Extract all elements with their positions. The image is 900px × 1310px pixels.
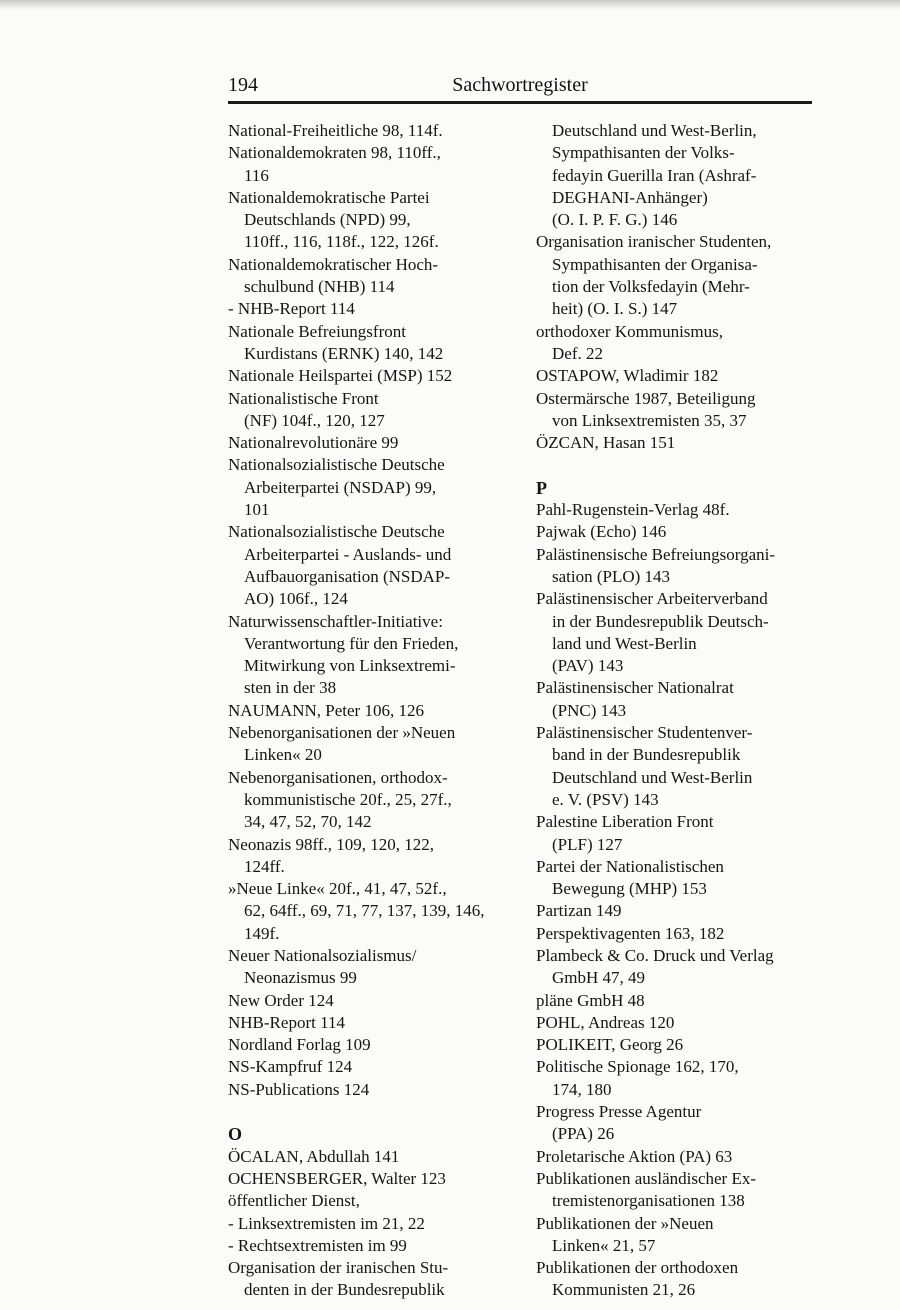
index-entry: Nationalsozialistische Deutsche: [228, 455, 445, 475]
index-entry: ÖCALAN, Abdullah 141: [228, 1146, 400, 1166]
index-entry: Neuer Nationalsozialismus/: [228, 945, 417, 965]
index-column-left: [228, 120, 516, 1302]
index-entry: OCHENSBERGER, Walter 123: [228, 1168, 446, 1188]
index-entry: Nationaldemokratischer Hoch-: [228, 254, 439, 274]
index-entry-continuation: Arbeiterpartei (NSDAP) 99,: [244, 477, 437, 497]
index-entry-continuation: 124ff.: [244, 856, 285, 876]
index-entry-continuation: Kurdistans (ERNK) 140, 142: [244, 343, 444, 363]
index-entry: Pajwak (Echo) 146: [536, 522, 667, 542]
index-entry-continuation: denten in der Bundesrepublik: [244, 1280, 445, 1300]
index-entry: orthodoxer Kommunismus,: [536, 321, 723, 341]
index-entry-continuation: 101: [244, 500, 270, 520]
index-entry-continuation: DEGHANI-Anhänger): [552, 187, 708, 207]
index-entry: Publikationen der »Neuen: [536, 1213, 714, 1233]
index-entry: NS-Kampfruf 124: [228, 1057, 353, 1077]
index-entry-continuation: Mitwirkung von Linksextremi-: [244, 656, 456, 676]
index-entry: Palästinensischer Arbeiterverband: [536, 589, 768, 609]
index-entry: Nebenorganisationen der »Neuen: [228, 723, 456, 743]
index-entry-continuation: (PPA) 26: [552, 1124, 615, 1144]
page-number: 194: [228, 74, 258, 96]
index-entry-continuation: 62, 64ff., 69, 71, 77, 137, 139, 146,: [244, 901, 485, 921]
index-entry-continuation: 116: [244, 165, 269, 185]
index-entry-continuation: fedayin Guerilla Iran (Ashraf-: [552, 165, 757, 185]
index-entry-continuation: 110ff., 116, 118f., 122, 126f.: [244, 232, 439, 252]
index-entry-continuation: Aufbauorganisation (NSDAP-: [244, 566, 451, 586]
index-entry: Naturwissenschaftler-Initiative:: [228, 611, 443, 631]
index-entry-continuation: e. V. (PSV) 143: [552, 789, 659, 809]
index-entry: Politische Spionage 162, 170,: [536, 1057, 739, 1077]
index-entry: Ostermärsche 1987, Beteiligung: [536, 388, 756, 408]
index-entry: NS-Publications 124: [228, 1079, 370, 1099]
index-entry: pläne GmbH 48: [536, 990, 645, 1010]
index-entry-continuation: Arbeiterpartei - Auslands- und: [244, 544, 452, 564]
index-entry-continuation: Deutschland und West-Berlin: [552, 767, 753, 787]
index-entry-continuation: sten in der 38: [244, 678, 337, 698]
index-entry-continuation: GmbH 47, 49: [552, 968, 646, 988]
index-entry-continuation: (PNC) 143: [552, 700, 627, 720]
index-entry: NHB-Report 114: [228, 1012, 345, 1032]
index-entry: Palästinensischer Nationalrat: [536, 678, 734, 698]
index-entry-continuation: 34, 47, 52, 70, 142: [244, 812, 372, 832]
index-entry: Nationalistische Front: [228, 388, 379, 408]
index-entry-continuation: Linken« 20: [244, 745, 322, 765]
index-entry-continuation: 149f.: [244, 923, 280, 943]
index-entry: Nationalrevolutionäre 99: [228, 433, 399, 453]
index-entry-continuation: Linken« 21, 57: [552, 1235, 656, 1255]
index-entry-continuation: (O. I. P. F. G.) 146: [552, 210, 678, 230]
index-entry: Nationale Heilspartei (MSP) 152: [228, 366, 453, 386]
index-entry: »Neue Linke« 20f., 41, 47, 52f.,: [228, 879, 447, 899]
index-entry-continuation: tremistenorganisationen 138: [552, 1191, 745, 1211]
index-entry-continuation: tion der Volksfedayin (Mehr-: [552, 277, 750, 297]
index-entry-continuation: Neonazismus 99: [244, 968, 357, 988]
index-entry: NAUMANN, Peter 106, 126: [228, 700, 424, 720]
index-entry: Neonazis 98ff., 109, 120, 122,: [228, 834, 435, 854]
index-entry-continuation: in der Bundesrepublik Deutsch-: [552, 611, 769, 631]
index-entry-continuation: Deutschlands (NPD) 99,: [244, 210, 411, 230]
index-entry: Palästinensischer Studentenver-: [536, 723, 753, 743]
index-entry: Perspektivagenten 163, 182: [536, 923, 725, 943]
section-letter: O: [228, 1124, 243, 1145]
index-entry: Publikationen ausländischer Ex-: [536, 1168, 757, 1188]
index-entry-continuation: Bewegung (MHP) 153: [552, 879, 707, 899]
index-entry-continuation: (PAV) 143: [552, 656, 624, 676]
section-letter: P: [536, 477, 547, 498]
index-entry-continuation: Def. 22: [552, 343, 603, 363]
index-entry: Organisation iranischer Studenten,: [536, 232, 772, 252]
index-entry: National-Freiheitliche 98, 114f.: [228, 121, 443, 140]
index-entry: - Rechtsextremisten im 99: [228, 1235, 407, 1255]
index-entry: OSTAPOW, Wladimir 182: [536, 366, 719, 386]
index-entry-continuation: heit) (O. I. S.) 147: [552, 299, 678, 319]
header-rule: [228, 101, 812, 104]
index-entry: POHL, Andreas 120: [536, 1012, 675, 1032]
index-entry-continuation: schulbund (NHB) 114: [244, 277, 395, 297]
index-entry-continuation: (PLF) 127: [552, 834, 623, 854]
index-entry-continuation: 174, 180: [552, 1079, 612, 1099]
index-entry-continuation: sation (PLO) 143: [552, 566, 671, 586]
index-entry: ÖZCAN, Hasan 151: [536, 433, 676, 453]
index-entry: Plambeck & Co. Druck und Verlag: [536, 945, 774, 965]
index-entry-continuation: Sympathisanten der Organisa-: [552, 254, 758, 274]
index-entry-continuation: (NF) 104f., 120, 127: [244, 410, 385, 430]
index-entry-continuation: band in der Bundesrepublik: [552, 745, 741, 765]
index-entry: Nationalsozialistische Deutsche: [228, 522, 445, 542]
index-entry: Nationaldemokratische Partei: [228, 187, 430, 207]
index-entry-continuation: Kommunisten 21, 26: [552, 1280, 696, 1300]
index-entry: Palästinensische Befreiungsorgani-: [536, 544, 776, 564]
running-title: Sachwortregister: [452, 74, 588, 96]
index-entry: Organisation der iranischen Stu-: [228, 1258, 449, 1278]
index-entry: Proletarische Aktion (PA) 63: [536, 1146, 733, 1166]
page-header: [228, 74, 812, 102]
section-gap: [228, 1101, 516, 1123]
index-entry-continuation: land und West-Berlin: [552, 633, 697, 653]
index-entry: Nebenorganisationen, orthodox-: [228, 767, 448, 787]
index-entry-continuation: von Linksextremisten 35, 37: [552, 410, 747, 430]
index-entry: Partei der Nationalistischen: [536, 856, 724, 876]
index-entry-continuation: Sympathisanten der Volks-: [552, 143, 735, 163]
index-entry: Nationale Befreiungsfront: [228, 321, 406, 341]
index-entry: - NHB-Report 114: [228, 299, 355, 319]
index-entry: Nordland Forlag 109: [228, 1035, 371, 1055]
index-entry: öffentlicher Dienst,: [228, 1191, 360, 1211]
index-entry: Nationaldemokraten 98, 110ff.,: [228, 143, 441, 163]
index-entry: Publikationen der orthodoxen: [536, 1258, 739, 1278]
index-entry: - Linksextremisten im 21, 22: [228, 1213, 425, 1233]
index-entry: Pahl-Rugenstein-Verlag 48f.: [536, 500, 730, 520]
scan-edge-shadow: [0, 0, 900, 10]
section-gap: [536, 454, 814, 476]
index-entry-continuation: Verantwortung für den Frieden,: [244, 633, 459, 653]
index-entry: Progress Presse Agentur: [536, 1102, 702, 1122]
index-entry: Palestine Liberation Front: [536, 812, 714, 832]
index-entry-continuation: AO) 106f., 124: [244, 589, 348, 609]
index-entry-continuation: kommunistische 20f., 25, 27f.,: [244, 789, 452, 809]
index-entry: Partizan 149: [536, 901, 622, 921]
index-entry: POLIKEIT, Georg 26: [536, 1035, 684, 1055]
index-entry-continuation: Deutschland und West-Berlin,: [552, 121, 757, 140]
index-column-right: [536, 120, 814, 1302]
index-entry: New Order 124: [228, 990, 334, 1010]
